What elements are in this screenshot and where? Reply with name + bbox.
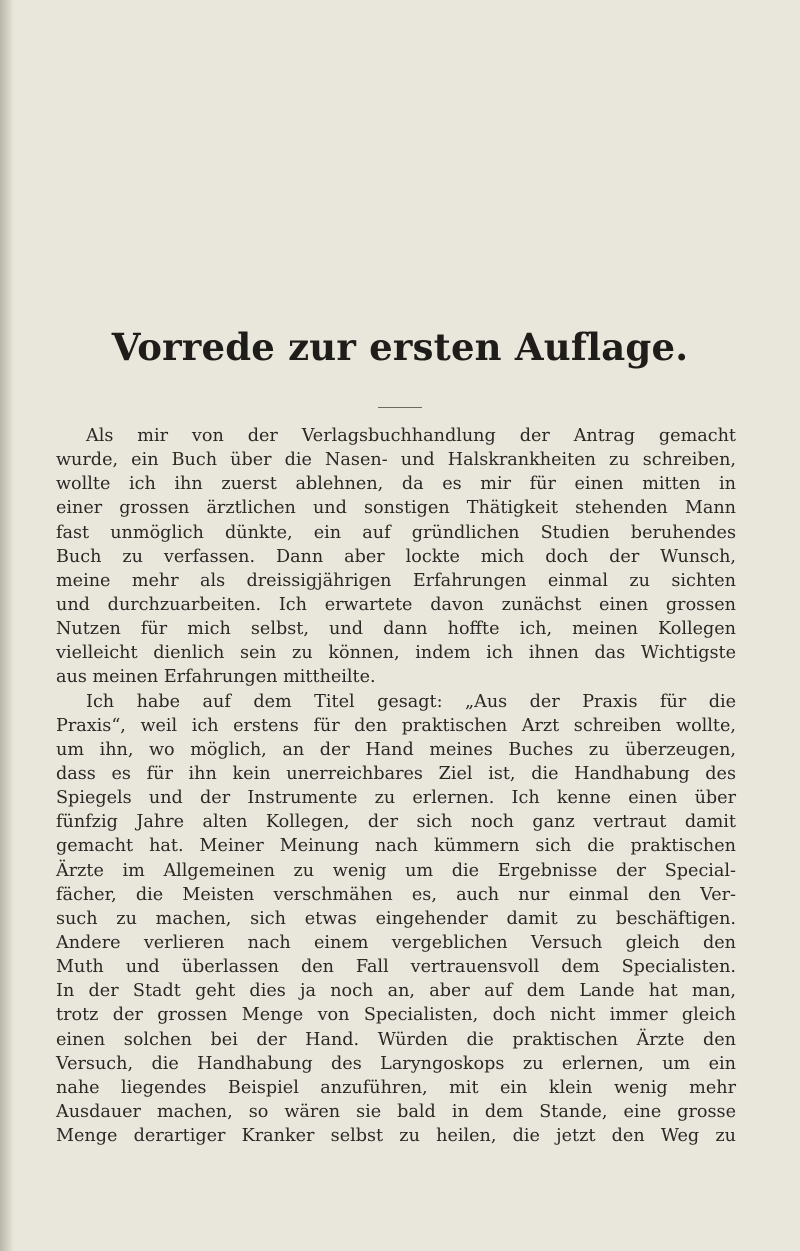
text-line: einen solchen bei der Hand. Würden die praktischen Ärzte den	[56, 1029, 736, 1050]
text-line: gemacht hat. Meiner Meinung nach kümmern sich die praktischen	[56, 836, 736, 857]
text-line: um ihn, wo möglich, an der Hand meines Buches zu überzeugen,	[56, 739, 736, 760]
text-line: trotz der grossen Menge von Specialisten, doch nicht immer gleich	[56, 1005, 736, 1026]
text-line: fächer, die Meisten verschmähen es, auch nur einmal den Ver-	[56, 884, 736, 905]
text-line: fast unmöglich dünkte, ein auf gründlichen Studien beruhendes	[56, 522, 736, 543]
text-line: wurde, ein Buch über die Nasen- und Halskrankheiten zu schreiben,	[56, 450, 736, 471]
text-line: Praxis“, weil ich erstens für den praktischen Arzt schreiben wollte,	[56, 715, 736, 736]
title-divider	[378, 407, 422, 408]
text-line: Nutzen für mich selbst, und dann hoffte ich, meinen Kollegen	[56, 619, 736, 640]
text-line: wollte ich ihn zuerst ablehnen, da es mir für einen mitten in	[56, 474, 736, 495]
text-line: einer grossen ärztlichen und sonstigen Thätigkeit stehenden Mann	[56, 498, 736, 519]
text-line: aus meinen Erfahrungen mittheilte.	[56, 667, 376, 688]
text-line: Ausdauer machen, so wären sie bald in dem Stande, eine grosse	[56, 1101, 736, 1122]
text-line: Als mir von der Verlagsbuchhandlung der Antrag gemacht	[86, 426, 736, 446]
text-line: Versuch, die Handhabung des Laryngoskops zu erlernen, um ein	[56, 1053, 736, 1074]
text-line: Ärzte im Allgemeinen zu wenig um die Ergebnisse der Special-	[56, 860, 736, 881]
text-line: vielleicht dienlich sein zu können, indem ich ihnen das Wichtigste	[56, 643, 736, 664]
text-line: Menge derartiger Kranker selbst zu heilen, die jetzt den Weg zu	[56, 1126, 736, 1147]
text-line: Ich habe auf dem Titel gesagt: „Aus der Praxis für die	[86, 691, 736, 712]
text-line: dass es für ihn kein unerreichbares Ziel ist, die Handhabung des	[56, 763, 736, 784]
body-text	[56, 424, 736, 1148]
text-line: such zu machen, sich etwas eingehender damit zu beschäftigen.	[56, 908, 736, 929]
text-line: Spiegels und der Instrumente zu erlernen. Ich kenne einen über	[56, 788, 736, 809]
text-line: Andere verlieren nach einem vergeblichen Versuch gleich den	[56, 932, 736, 953]
text-line: meine mehr als dreissigjährigen Erfahrungen einmal zu sichten	[56, 570, 736, 591]
text-line: und durchzuarbeiten. Ich erwartete davon zunächst einen grossen	[56, 594, 736, 615]
text-line: fünfzig Jahre alten Kollegen, der sich noch ganz vertraut damit	[56, 812, 736, 833]
page-title: Vorrede zur ersten Auflage.	[111, 325, 689, 369]
text-line: Buch zu verfassen. Dann aber lockte mich doch der Wunsch,	[56, 546, 736, 567]
text-line: In der Stadt geht dies ja noch an, aber auf dem Lande hat man,	[56, 981, 736, 1002]
text-line: nahe liegendes Beispiel anzuführen, mit ein klein wenig mehr	[56, 1077, 736, 1098]
text-line: Muth und überlassen den Fall vertrauensvoll dem Specialisten.	[56, 957, 736, 978]
